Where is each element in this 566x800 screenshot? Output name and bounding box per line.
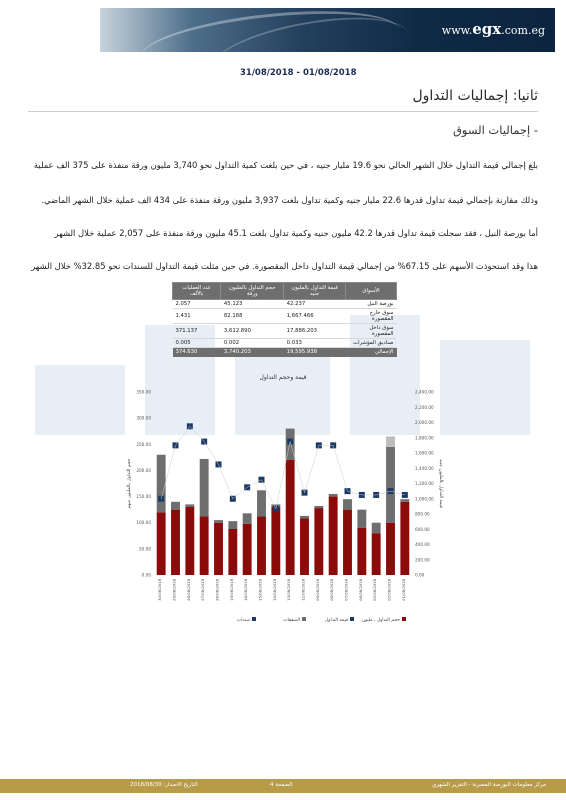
table-header: الأسواق — [346, 283, 397, 300]
bar-deals — [257, 490, 266, 516]
table-cell: بورصة النيل — [346, 300, 397, 309]
x-tick-label: 08/08/2018 — [329, 579, 335, 601]
header-banner — [100, 8, 555, 52]
bar-volume — [300, 519, 309, 575]
paragraph-comparison: وذلك مقارنة بإجمالي قيمة تداول قدرها 22.6 مليار جنيه وكمية تداول بلغت 3,937 مليون ورقة منفذة على 434 الف عملية خلال الشهر الماضي. — [41, 195, 538, 205]
bar-deals — [343, 499, 352, 509]
bar-volume — [271, 507, 280, 575]
y-right-axis-label: قيمة التداول بالمليون جنيه — [438, 459, 443, 508]
y-left-tick-label: 100.00 — [136, 520, 151, 526]
table-row — [173, 309, 397, 324]
bar-deals — [228, 521, 237, 529]
y-right-tick-label: 2,200.00 — [415, 404, 434, 410]
y-right-tick-label: 1,000.00 — [415, 496, 434, 502]
bar-volume — [386, 523, 395, 575]
y-left-axis-label: حجم التداول بالمليون سهم — [127, 458, 132, 509]
y-right-tick-label: 800.00 — [415, 511, 430, 517]
y-left-tick-label: 300.00 — [136, 415, 151, 421]
bar-deals — [314, 506, 323, 508]
y-right-tick-label: 1,400.00 — [415, 465, 434, 471]
bar-volume — [286, 460, 295, 575]
x-tick-label: 13/08/2018 — [286, 579, 292, 601]
y-left-tick-label: 200.00 — [136, 467, 151, 473]
x-tick-label: 27/08/2018 — [200, 579, 206, 601]
table-cell: 374.630 — [173, 348, 221, 357]
bar-deals — [200, 459, 209, 517]
y-right-tick-label: 2,000.00 — [415, 420, 434, 425]
bar-deals — [372, 523, 381, 533]
bar-deals — [300, 516, 309, 519]
table-cell: 19,595.938 — [284, 348, 346, 357]
bar-volume — [157, 512, 166, 575]
bar-volume — [243, 524, 252, 575]
egx-logo[interactable]: www.egx.com.eg — [441, 20, 545, 38]
bar-deals — [243, 513, 252, 523]
x-tick-label: 07/08/2018 — [343, 579, 349, 601]
bar-deals — [185, 504, 194, 507]
bar-volume — [257, 516, 266, 575]
x-tick-label: 01/08/2018 — [400, 579, 406, 601]
section-divider — [28, 111, 538, 112]
y-right-tick-label: 1,600.00 — [415, 450, 434, 456]
legend-label: قيمة التداول — [325, 618, 348, 623]
table-cell: سوق خارج المقصورة — [346, 309, 397, 324]
table-total-row — [173, 348, 397, 357]
table-header: قيمة التداول بالمليون جنيه — [284, 283, 346, 300]
table-cell: 17,886.203 — [284, 324, 346, 339]
footer-source: مركز معلومات البورصة المصرية - التقرير الشهري — [431, 782, 546, 788]
table-row — [173, 339, 397, 348]
table-cell: 45.123 — [221, 300, 284, 309]
x-tick-label: 05/08/2018 — [372, 579, 378, 601]
x-tick-label: 30/08/2018 — [157, 579, 163, 601]
paragraph-nile-exchange: أما بورصة النيل ، فقد سجلت قيمة تداول قدرها 42.2 مليون جنيه وكمية تداول بلغت 45.1 مليون ورقة منفذة على 2,057 عملية خلال الشهر — [54, 228, 538, 238]
bar-volume — [343, 510, 352, 575]
bar-volume — [214, 523, 223, 575]
x-tick-label: 15/08/2018 — [257, 579, 263, 601]
y-right-tick-label: 1,200.00 — [415, 481, 434, 486]
table-row — [173, 324, 397, 339]
table-row — [173, 300, 397, 309]
y-left-tick-label: 50.00 — [139, 546, 151, 552]
table-cell: 82.188 — [221, 309, 284, 324]
page-footer — [0, 779, 566, 793]
table-cell: 1.431 — [173, 309, 221, 324]
bar-volume — [329, 497, 338, 575]
x-tick-label: 28/08/2018 — [185, 579, 191, 601]
table-cell: الإجمالي — [346, 348, 397, 357]
footer-page-number: الصفحة 4 — [270, 782, 293, 788]
paragraph-market-total: بلغ إجمالي قيمة التداول خلال الشهر الحالي نحو 19.6 مليار جنيه ، في حين بلغت كمية التداول نحو 3,740 مليون ورقة منفذة على 375 الف عملية — [33, 160, 538, 170]
table-cell: 371.137 — [173, 324, 221, 339]
y-right-tick-label: 0.00 — [415, 572, 425, 578]
x-tick-label: 14/08/2018 — [271, 579, 277, 601]
x-tick-label: 12/08/2018 — [300, 579, 306, 601]
y-right-tick-label: 600.00 — [415, 526, 430, 532]
x-tick-label: 02/08/2018 — [386, 579, 392, 601]
paragraph-shares-bonds: هذا وقد استحوذت الأسهم على 67.15% من إجمالي قيمة التداول داخل المقصورة. في حين مثلت قيمة التداول للسندات نحو 32.85% خلال الشهر — [31, 261, 538, 271]
bar-volume — [357, 528, 366, 575]
table-header-row — [173, 283, 397, 300]
bar-volume — [372, 533, 381, 575]
bar-volume — [171, 510, 180, 575]
x-tick-label: 29/08/2018 — [171, 579, 177, 601]
bar-deals — [329, 494, 338, 497]
x-tick-label: 06/08/2018 — [357, 579, 363, 601]
legend-swatch — [302, 617, 306, 621]
bar-volume — [185, 507, 194, 575]
market-totals-table — [172, 282, 397, 357]
legend-label: حجم التداول ، مليون — [361, 618, 400, 623]
bar-deals — [386, 447, 395, 523]
footer-issue-date: التاريخ الاصدار: 2018/08/30 — [130, 782, 198, 788]
y-right-tick-label: 1,800.00 — [415, 435, 434, 441]
x-tick-label: 16/08/2018 — [243, 579, 249, 601]
table-cell: 1,667.466 — [284, 309, 346, 324]
table-cell: صناديق المؤشرات — [346, 339, 397, 348]
table-header: عدد العمليات بالألف — [173, 283, 221, 300]
x-tick-label: 19/08/2018 — [228, 579, 234, 601]
y-left-tick-label: 0.00 — [141, 572, 151, 578]
table-cell: 2.057 — [173, 300, 221, 309]
legend-label: سندات — [237, 618, 250, 623]
y-right-tick-label: 200.00 — [415, 557, 430, 563]
bar-volume — [314, 508, 323, 575]
legend-swatch — [252, 617, 256, 621]
y-left-tick-label: 350.00 — [136, 389, 151, 395]
y-right-tick-label: 2,400.00 — [415, 389, 434, 395]
bar-volume — [200, 516, 209, 575]
table-cell: 0.002 — [221, 339, 284, 348]
table-cell: 42.237 — [284, 300, 346, 309]
bar-deals — [157, 455, 166, 513]
legend-label: الصفقات — [283, 618, 300, 623]
subsection-title: - إجماليات السوق — [452, 123, 538, 137]
chart-svg — [122, 370, 447, 630]
bar-deals — [171, 502, 180, 510]
y-left-tick-label: 150.00 — [136, 494, 151, 500]
bar-deals — [357, 510, 366, 528]
table-header: حجم التداول بالمليون ورقة — [221, 283, 284, 300]
x-tick-label: 26/08/2018 — [214, 579, 220, 601]
legend-swatch — [402, 617, 406, 621]
bar-deals — [400, 499, 409, 502]
y-right-tick-label: 400.00 — [415, 542, 430, 547]
table-cell: 3,612.890 — [221, 324, 284, 339]
report-period: 31/08/2018 - 01/08/2018 — [240, 68, 357, 78]
bar-volume — [400, 502, 409, 575]
table-cell: 0.005 — [173, 339, 221, 348]
bar-deals — [214, 520, 223, 523]
section-title: ثانيا: إجماليات التداول — [412, 88, 538, 104]
bar-volume — [228, 529, 237, 575]
bar-bonds — [386, 436, 395, 446]
y-left-tick-label: 250.00 — [136, 441, 151, 447]
value-line — [161, 426, 405, 508]
x-tick-label: 09/08/2018 — [314, 579, 320, 601]
table-cell: 3,740.203 — [221, 348, 284, 357]
table-cell: سوق داخل المقصورة — [346, 324, 397, 339]
table-cell: 0.033 — [284, 339, 346, 348]
legend-swatch — [350, 617, 354, 621]
chart-title: قيمة وحجم التداول — [259, 374, 307, 381]
trading-value-volume-chart — [122, 370, 447, 630]
